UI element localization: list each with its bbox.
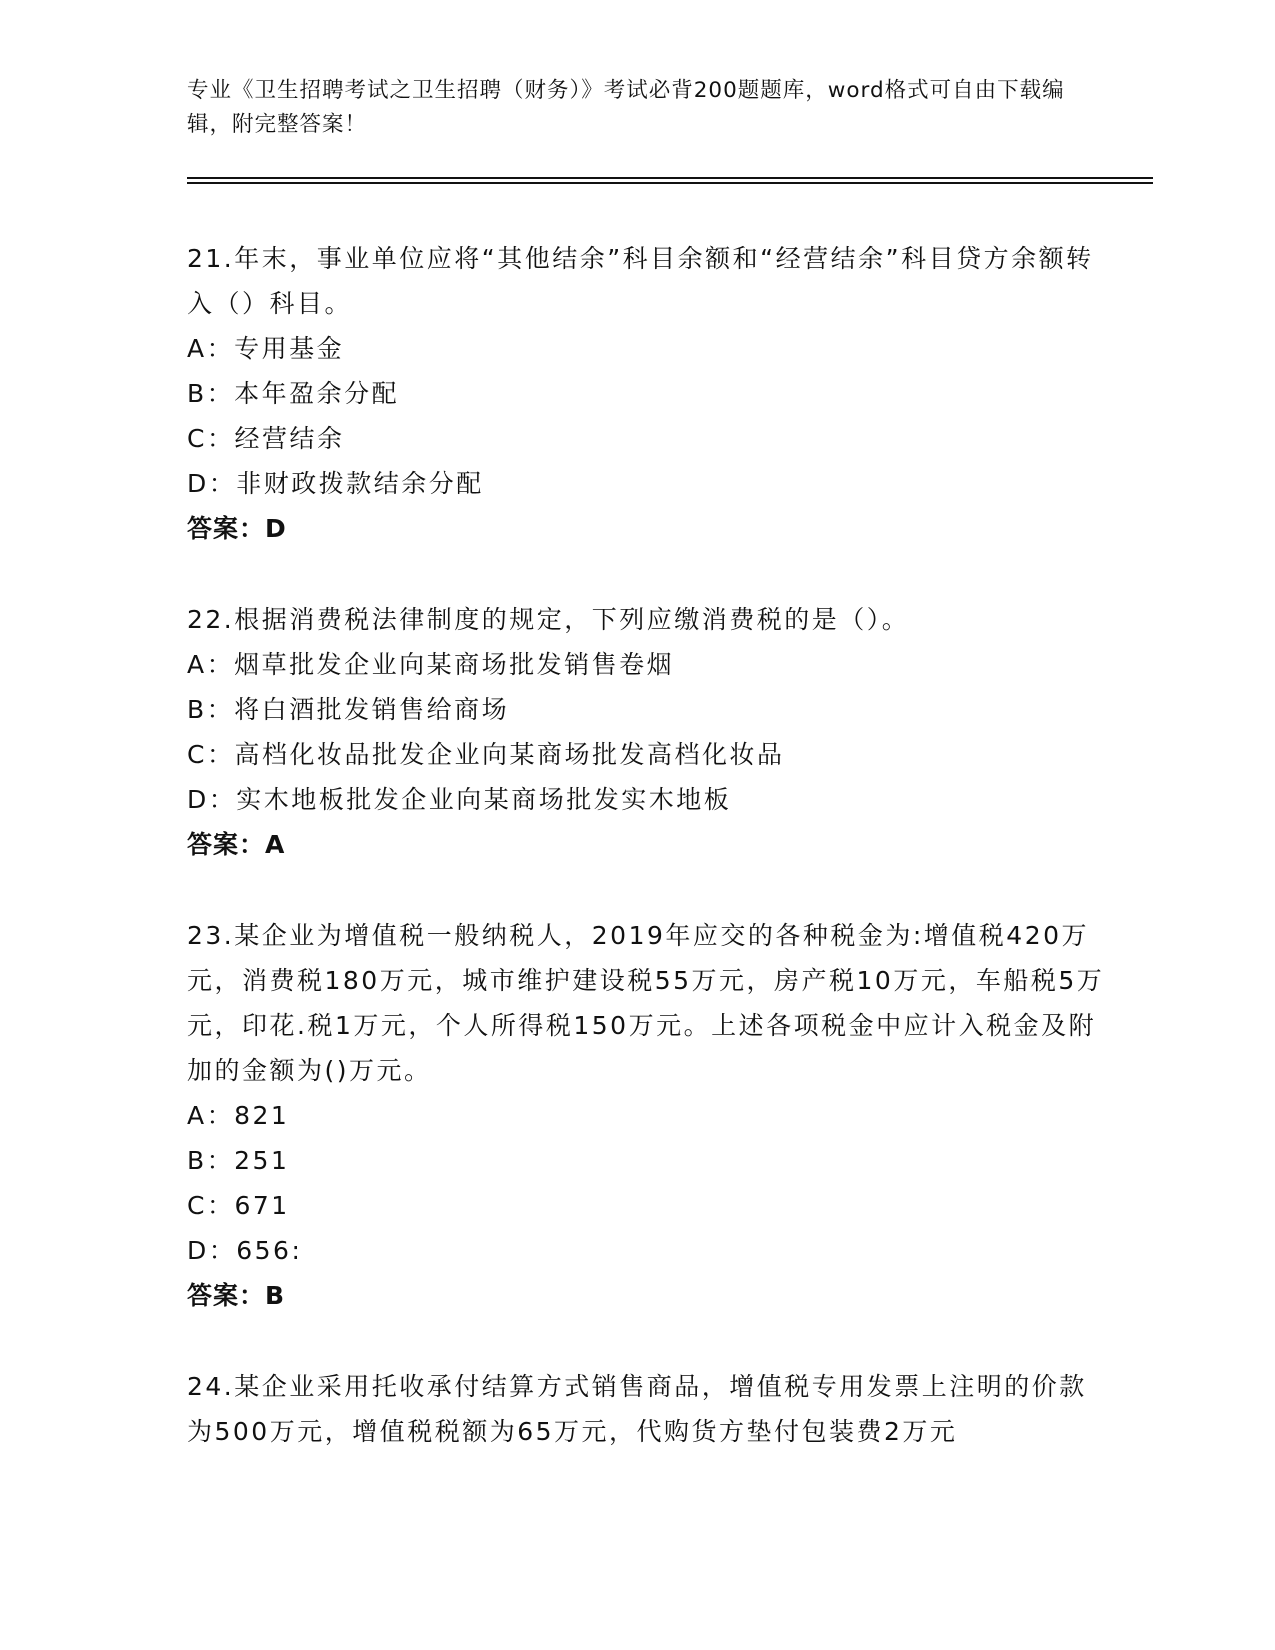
- option-a: A：烟草批发企业向某商场批发销售卷烟: [187, 650, 675, 679]
- option-d: D：实木地板批发企业向某商场批发实木地板: [187, 785, 732, 814]
- option-c: C：高档化妆品批发企业向某商场批发高档化妆品: [187, 740, 785, 769]
- option-b: B：本年盈余分配: [187, 379, 400, 408]
- document-header: 专业《卫生招聘考试之卫生招聘（财务）》考试必背200题题库，word格式可自由下载编辑，附完整答案！: [187, 78, 1065, 137]
- option-d: D：非财政拨款结余分配: [187, 469, 484, 498]
- question-stem: 22.根据消费税法律制度的规定，下列应缴消费税的是（）。: [187, 605, 910, 634]
- question-23: [187, 913, 1107, 1318]
- option-a: A：专用基金: [187, 334, 345, 363]
- answer-line: 答案：B: [187, 1281, 286, 1310]
- question-stem: 23.某企业为增值税一般纳税人，2019年应交的各种税金为:增值税420万元，消费税180万元，城市维护建设税55万元，房产税10万元，车船税5万元，印花.税1万元，个人所得税150万元。上述各项税金中应计入税金及附加的金额为()万元。: [187, 921, 1105, 1085]
- option-c: C：671: [187, 1191, 290, 1220]
- question-stem: 21.年末，事业单位应将“其他结余”科目余额和“经营结余”科目贷方余额转入（）科目。: [187, 244, 1094, 318]
- question-22: [187, 597, 1107, 867]
- question-24: [187, 1364, 1107, 1454]
- question-stem: 24.某企业采用托收承付结算方式销售商品，增值税专用发票上注明的价款为500万元，增值税税额为65万元，代购货方垫付包装费2万元: [187, 1372, 1087, 1446]
- option-d: D：656:: [187, 1236, 303, 1265]
- option-a: A：821: [187, 1101, 290, 1130]
- header-divider-top: [187, 177, 1153, 179]
- answer-line: 答案：A: [187, 830, 286, 859]
- question-21: [187, 236, 1107, 551]
- option-b: B：251: [187, 1146, 290, 1175]
- option-b: B：将白酒批发销售给商场: [187, 695, 510, 724]
- question-list: [187, 236, 1107, 1500]
- answer-line: 答案：D: [187, 514, 287, 543]
- option-c: C：经营结余: [187, 424, 345, 453]
- header-divider-bottom: [187, 182, 1153, 184]
